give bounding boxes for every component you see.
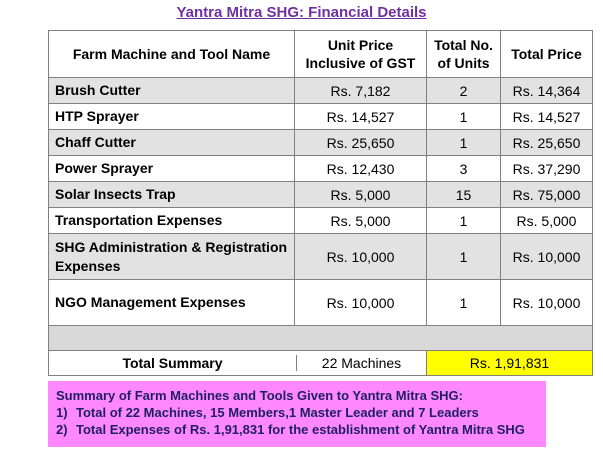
summary-item-number: 2) — [56, 422, 68, 437]
cell-units: 3 — [427, 156, 501, 182]
cell-unit-price: Rs. 10,000 — [295, 280, 427, 326]
table-row — [49, 182, 593, 208]
summary-item — [56, 404, 538, 421]
cell-total: Rs. 10,000 — [501, 280, 593, 326]
cell-units: 15 — [427, 182, 501, 208]
summary-item-text: Total Expenses of Rs. 1,91,831 for the establishment of Yantra Mitra SHG — [76, 422, 525, 437]
financial-table — [48, 30, 593, 376]
cell-units: 1 — [427, 208, 501, 234]
cell-units: 1 — [427, 104, 501, 130]
total-summary-row — [49, 351, 593, 376]
cell-name: Transportation Expenses — [49, 208, 295, 234]
column-header-units: Total No. of Units — [427, 31, 501, 78]
summary-item-number: 1) — [56, 405, 68, 420]
cell-unit-price: Rs. 25,650 — [295, 130, 427, 156]
column-header-unit-price: Unit Price Inclusive of GST — [295, 31, 427, 78]
cell-unit-price: Rs. 12,430 — [295, 156, 427, 182]
column-header-name: Farm Machine and Tool Name — [49, 31, 295, 78]
total-amount: Rs. 1,91,831 — [427, 351, 593, 376]
cell-name: HTP Sprayer — [49, 104, 295, 130]
total-summary-label — [49, 351, 427, 376]
table-row — [49, 208, 593, 234]
empty-row — [49, 326, 593, 351]
cell-unit-price: Rs. 7,182 — [295, 78, 427, 104]
column-header-total-price: Total Price — [501, 31, 593, 78]
cell-name: Power Sprayer — [49, 156, 295, 182]
cell-units: 2 — [427, 78, 501, 104]
cell-unit-price: Rs. 14,527 — [295, 104, 427, 130]
cell-name: NGO Management Expenses — [49, 280, 295, 326]
cell-total: Rs. 14,527 — [501, 104, 593, 130]
total-machines: 22 Machines — [321, 355, 402, 371]
cell-name: SHG Administration & Registration Expenses — [49, 234, 295, 280]
summary-heading: Summary of Farm Machines and Tools Given to Yantra Mitra SHG: — [56, 388, 463, 403]
empty-cell — [49, 326, 593, 351]
table-header-row — [49, 31, 593, 78]
cell-total: Rs. 14,364 — [501, 78, 593, 104]
table-row — [49, 280, 593, 326]
cell-total: Rs. 37,290 — [501, 156, 593, 182]
table-row — [49, 130, 593, 156]
cell-name: Brush Cutter — [49, 78, 295, 104]
table-row — [49, 234, 593, 280]
cell-unit-price: Rs. 5,000 — [295, 182, 427, 208]
table-row — [49, 156, 593, 182]
cell-total: Rs. 25,650 — [501, 130, 593, 156]
cell-name: Solar Insects Trap — [49, 182, 295, 208]
summary-box — [48, 381, 546, 447]
cell-total: Rs. 75,000 — [501, 182, 593, 208]
total-summary-label-text: Total Summary — [49, 355, 297, 371]
summary-item — [56, 421, 538, 438]
cell-name: Chaff Cutter — [49, 130, 295, 156]
page-title: Yantra Mitra SHG: Financial Details — [176, 4, 427, 21]
table-row — [49, 104, 593, 130]
cell-units: 1 — [427, 280, 501, 326]
cell-units: 1 — [427, 234, 501, 280]
cell-unit-price: Rs. 5,000 — [295, 208, 427, 234]
summary-item-text: Total of 22 Machines, 15 Members,1 Master Leader and 7 Leaders — [76, 405, 479, 420]
cell-units: 1 — [427, 130, 501, 156]
cell-total: Rs. 5,000 — [501, 208, 593, 234]
cell-unit-price: Rs. 10,000 — [295, 234, 427, 280]
table-row — [49, 78, 593, 104]
cell-total: Rs. 10,000 — [501, 234, 593, 280]
